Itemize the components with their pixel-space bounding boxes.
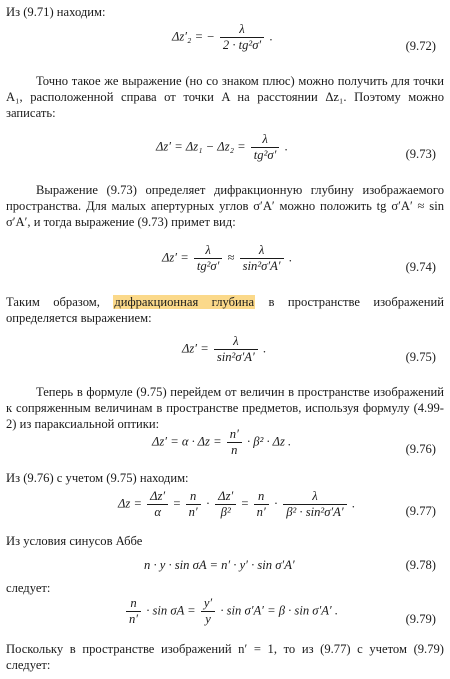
numerator: λ bbox=[251, 132, 280, 148]
equation-number: (9.78) bbox=[405, 558, 436, 572]
eq-lhs: Δz′ = Δz₁ − Δz₂ = bbox=[156, 139, 246, 154]
equation-number: (9.72) bbox=[405, 39, 436, 53]
text-line: Из условия синусов Аббе bbox=[6, 534, 143, 548]
equation-9-79 bbox=[124, 596, 338, 627]
numerator: λ bbox=[240, 243, 284, 259]
eq-tail: . bbox=[269, 29, 273, 44]
fraction bbox=[147, 489, 168, 520]
denominator: n′ bbox=[188, 505, 198, 519]
numerator: λ bbox=[214, 334, 258, 350]
fraction bbox=[251, 132, 280, 163]
denominator: tg²σ′ bbox=[196, 259, 220, 273]
denominator: β² · sin²σ′A′ bbox=[286, 505, 344, 519]
numerator: n bbox=[254, 489, 269, 505]
equation-9-75 bbox=[182, 334, 266, 365]
text-line: Из (9.71) находим: bbox=[6, 5, 106, 19]
numerator: Δz′ bbox=[147, 489, 168, 505]
eq-tail: . bbox=[284, 139, 288, 154]
equation-number: (9.75) bbox=[405, 350, 436, 364]
highlighted-term: дифракционная глубина bbox=[114, 295, 255, 309]
numerator: y′ bbox=[201, 596, 215, 612]
eq-tail: . bbox=[262, 341, 267, 356]
denominator: sin²σ′A′ bbox=[216, 350, 255, 364]
fraction bbox=[215, 489, 236, 520]
equation-9-77 bbox=[118, 489, 355, 520]
fraction bbox=[227, 427, 242, 458]
fraction bbox=[240, 243, 284, 274]
numerator: λ bbox=[194, 243, 223, 259]
denominator: tg²σ′ bbox=[253, 148, 277, 162]
equation-number: (9.74) bbox=[405, 260, 436, 274]
denominator: 2 · tg²σ′ bbox=[222, 38, 262, 52]
eq-tail: . bbox=[351, 496, 355, 511]
eq-lhs: Δz = bbox=[118, 496, 142, 511]
fraction bbox=[194, 243, 223, 274]
equals-sign: = bbox=[173, 496, 181, 511]
eq-lhs: Δz′ = α · Δz = bbox=[152, 434, 222, 449]
paragraph bbox=[6, 294, 444, 326]
fraction bbox=[126, 596, 141, 627]
paragraph: Выражение (9.73) определяет дифракционную глубину изображаемого пространства. Для малых апертурных углов σ′A′ можно положить tg σ′A′ ≈ sin σ′A′, и тогда выражение (9.73) примет вид: bbox=[6, 183, 444, 229]
denominator: β² bbox=[220, 505, 231, 519]
paragraph: Точно такое же выражение (но со знаком плюс) можно получить для точки A₁, расположенной справа от точки A на расстоянии Δz₁. Поэтому можно записать: bbox=[6, 74, 444, 120]
eq-lhs: Δz′ = bbox=[182, 341, 209, 356]
equation-9-74 bbox=[162, 243, 292, 274]
text-run: Таким образом, bbox=[6, 295, 114, 309]
dot-sign: · bbox=[205, 496, 211, 511]
numerator: n bbox=[126, 596, 141, 612]
fraction bbox=[254, 489, 269, 520]
approx-sign: ≈ bbox=[227, 250, 235, 265]
eq-tail: · β² · Δz . bbox=[247, 434, 292, 449]
numerator: n′ bbox=[227, 427, 242, 443]
equation-9-72 bbox=[172, 22, 272, 53]
equals-sign: = bbox=[241, 496, 249, 511]
equation-9-78: n · y · sin σA = n′ · y′ · sin σ′A′ bbox=[144, 558, 295, 572]
fraction bbox=[201, 596, 215, 627]
numerator: n bbox=[186, 489, 201, 505]
paragraph: Поскольку в пространстве изображений n′ = 1, то из (9.77) с учетом (9.79) следует: bbox=[6, 642, 444, 672]
eq-lhs: Δz′ = bbox=[162, 250, 189, 265]
eq-lhs: Δz′₂ = − bbox=[172, 29, 215, 44]
equation-9-73 bbox=[156, 132, 288, 163]
denominator: α bbox=[154, 505, 161, 519]
equation-number: (9.76) bbox=[405, 442, 436, 456]
text-line: Из (9.76) с учетом (9.75) находим: bbox=[6, 471, 189, 485]
denominator: y bbox=[205, 612, 211, 626]
equation-number: (9.77) bbox=[405, 504, 436, 518]
numerator: Δz′ bbox=[215, 489, 236, 505]
eq-tail: · sin σ′A′ = β · sin σ′A′ . bbox=[220, 603, 338, 618]
dot-sign: · bbox=[273, 496, 279, 511]
denominator: sin²σ′A′ bbox=[242, 259, 281, 273]
equation-9-76 bbox=[152, 427, 291, 458]
fraction bbox=[283, 489, 346, 520]
fraction bbox=[186, 489, 201, 520]
equation-number: (9.79) bbox=[405, 612, 436, 626]
eq-tail: . bbox=[288, 250, 292, 265]
eq-middle: · sin σA = bbox=[146, 603, 196, 618]
denominator: n′ bbox=[256, 505, 266, 519]
denominator: n′ bbox=[129, 612, 139, 626]
paragraph: Теперь в формуле (9.75) перейдем от величин в пространстве изображений к сопряженным величинам в пространстве предметов, используя формулу (4.99-2) из параксиальной оптики: bbox=[6, 385, 444, 431]
equation-number: (9.73) bbox=[405, 147, 436, 161]
text-line: следует: bbox=[6, 581, 51, 595]
denominator: n bbox=[231, 443, 238, 457]
numerator: λ bbox=[283, 489, 346, 505]
fraction bbox=[220, 22, 264, 53]
numerator: λ bbox=[220, 22, 264, 38]
fraction bbox=[214, 334, 258, 365]
text-run: в пространстве изображений определяется выражением: bbox=[6, 295, 444, 325]
